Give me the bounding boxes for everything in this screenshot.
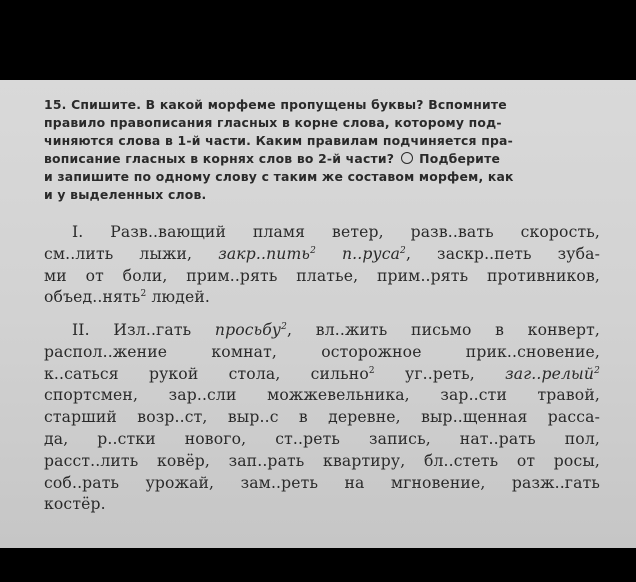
exercise-line: костёр. — [44, 495, 106, 514]
highlighted-word: закр..пить$^2$ п..руса$^2$ — [218, 244, 406, 263]
exercise-line: спортсмен, зар..сли можжевельника, зар..сти травой, — [44, 386, 600, 405]
highlighted-word: просьбу$^2$ — [214, 321, 288, 339]
part-label: II. — [72, 321, 90, 339]
exercise-part-2 — [44, 320, 600, 516]
task-line: правило правописания гласных в корне слова, которому под- — [44, 115, 502, 130]
circle-icon — [401, 152, 413, 164]
exercise-line: к..саться рукой стола, сильно$^2$ уг..реть, заг..релый$^2$ — [44, 364, 600, 383]
exercise-line: распол..жение комнат, осторожное прик..сновение, — [44, 342, 600, 361]
task-line: и у выделенных слов. — [44, 187, 207, 202]
task-instructions — [44, 96, 592, 204]
exercise-line: I. Разв..вающий пламя ветер, разв..вать скорость, — [72, 223, 600, 241]
exercise-line: ми от боли, прим..рять платье, прим..рять противников, — [44, 266, 600, 285]
exercise-line: старший возр..ст, выр..с в деревне, выр..щенная расса- — [44, 408, 600, 427]
exercise-line: соб..рать урожай, зам..реть на мгновение, разж..гать — [44, 473, 600, 492]
task-line: вописание гласных в корнях слов во 2-й части? Подберите — [44, 151, 501, 166]
textbook-page — [0, 80, 636, 548]
exercise-part-1 — [44, 222, 600, 309]
task-line: чиняются слова в 1-й части. Каким правилам подчиняется пра- — [44, 133, 513, 148]
exercise-line: объед..нять$^2$ людей. — [44, 288, 211, 307]
highlighted-word: заг..релый$^2$ — [505, 364, 600, 383]
task-line: 15. Спишите. В какой морфеме пропущены буквы? Вспомните — [44, 97, 507, 112]
exercise-line: да, р..стки нового, ст..реть запись, нат..рать пол, — [44, 429, 600, 448]
exercise-line: см..лить лыжи, закр..пить$^2$ п..руса$^2$, заскр..петь зуба- — [44, 244, 601, 263]
part-label: I. — [72, 223, 84, 241]
exercise-line: расст..лить ковёр, зап..рать квартиру, бл..стеть от росы, — [44, 451, 600, 470]
task-number: 15. — [44, 97, 67, 112]
exercise-line: II. Изл..гать просьбу$^2$, вл..жить письмо в конверт, — [72, 321, 600, 339]
task-line: и запишите по одному слову с таким же составом морфем, как — [44, 169, 514, 184]
